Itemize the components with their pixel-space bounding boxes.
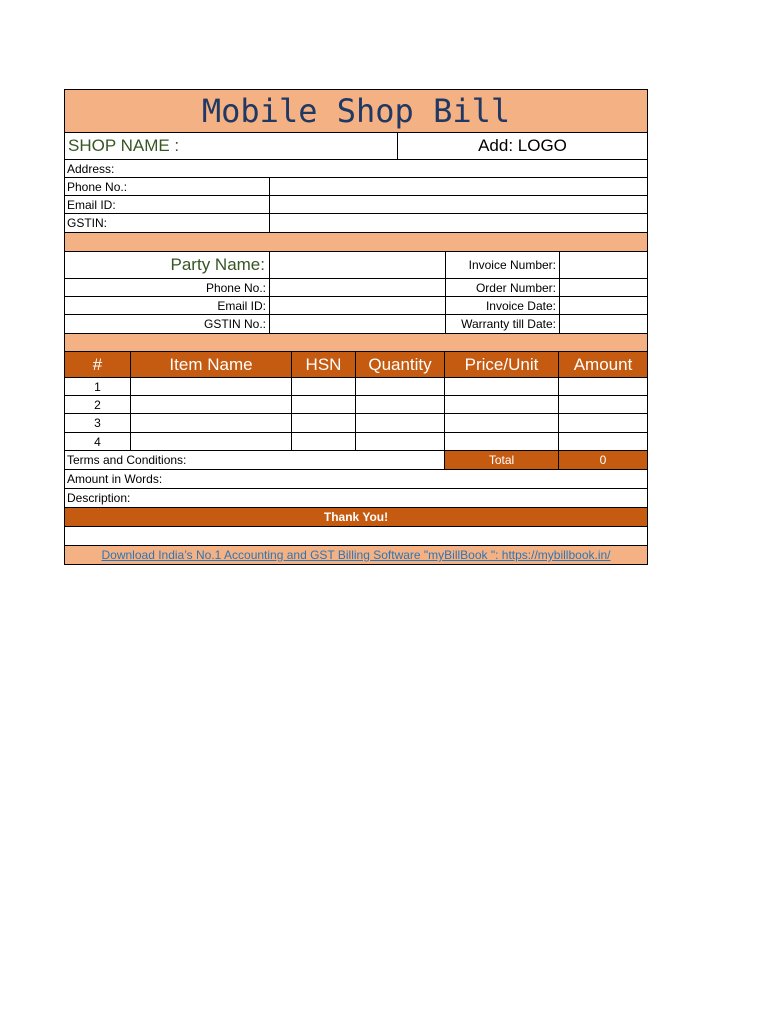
item-name-cell[interactable] [130,378,291,395]
party-email-field[interactable] [269,297,445,314]
party-gstin-field[interactable] [269,315,445,333]
party-gstin-row [64,315,648,334]
description-row [64,489,648,508]
email-label: Email ID: [67,197,116,212]
address-row [64,160,648,178]
blank-row [64,527,648,546]
total-label: Total [444,451,558,469]
spacer-band [64,233,648,252]
invoice-number-field[interactable] [559,252,647,278]
email-row [64,196,648,214]
bill-sheet [64,89,648,565]
quantity-cell[interactable] [355,433,444,450]
party-name-label: Party Name: [170,255,265,274]
party-gstin-label: GSTIN No.: [203,317,266,331]
warranty-label: Warranty till Date: [445,315,559,333]
page-title: Mobile Shop Bill [64,89,648,133]
price-unit-cell[interactable] [444,433,558,450]
header-item-name: Item Name [130,352,291,377]
header-price-unit: Price/Unit [444,352,558,377]
shop-name-row [64,133,648,160]
amount-cell[interactable] [558,433,647,450]
spacer-band [64,334,648,352]
hsn-cell[interactable] [291,378,355,395]
address-label: Address: [67,161,115,176]
header-hsn: HSN [291,352,355,377]
items-header-row [64,352,648,378]
party-phone-field[interactable] [269,279,445,296]
amount-cell[interactable] [558,414,647,432]
total-value: 0 [558,451,647,469]
table-row [64,378,648,396]
item-name-cell[interactable] [130,396,291,413]
party-phone-row [64,279,648,297]
row-number: 3 [94,416,101,430]
order-number-field[interactable] [559,279,647,296]
gstin-row [64,214,648,233]
phone-field[interactable] [269,178,647,195]
description-label: Description: [67,491,131,505]
price-unit-cell[interactable] [444,414,558,432]
terms-total-row [64,451,648,470]
terms-label: Terms and Conditions: [67,453,187,467]
gstin-label: GSTIN: [67,216,108,230]
order-number-label: Order Number: [445,279,559,296]
amount-words-row [64,470,648,489]
invoice-date-label: Invoice Date: [445,297,559,314]
quantity-cell[interactable] [355,378,444,395]
amount-words-label: Amount in Words: [67,472,163,486]
phone-row [64,178,648,196]
table-row [64,414,648,433]
item-name-cell[interactable] [130,414,291,432]
row-number: 2 [94,397,101,412]
party-name-row [64,252,648,279]
phone-label: Phone No.: [67,179,128,194]
row-number: 1 [94,379,101,394]
header-amount: Amount [558,352,647,377]
party-phone-label: Phone No.: [205,280,266,295]
price-unit-cell[interactable] [444,396,558,413]
logo-placeholder[interactable]: Add: LOGO [397,133,647,159]
thank-you-banner: Thank You! [64,508,648,527]
amount-cell[interactable] [558,396,647,413]
party-name-field[interactable] [269,252,445,278]
item-name-cell[interactable] [130,433,291,450]
warranty-field[interactable] [559,315,647,333]
email-field[interactable] [269,196,647,213]
invoice-date-field[interactable] [559,297,647,314]
table-row [64,433,648,451]
party-email-label: Email ID: [217,298,266,313]
gstin-field[interactable] [269,214,647,232]
hsn-cell[interactable] [291,433,355,450]
hsn-cell[interactable] [291,396,355,413]
quantity-cell[interactable] [355,396,444,413]
amount-cell[interactable] [558,378,647,395]
invoice-number-label: Invoice Number: [445,252,559,278]
header-quantity: Quantity [355,352,444,377]
party-email-row [64,297,648,315]
download-link[interactable]: Download India’s No.1 Accounting and GST Billing Software "myBillBook ": https://mybillbook.in/ [64,546,648,565]
hsn-cell[interactable] [291,414,355,432]
row-number: 4 [94,434,101,449]
quantity-cell[interactable] [355,414,444,432]
header-number: # [92,354,103,374]
shop-name-label: SHOP NAME : [68,136,180,155]
table-row [64,396,648,414]
price-unit-cell[interactable] [444,378,558,395]
